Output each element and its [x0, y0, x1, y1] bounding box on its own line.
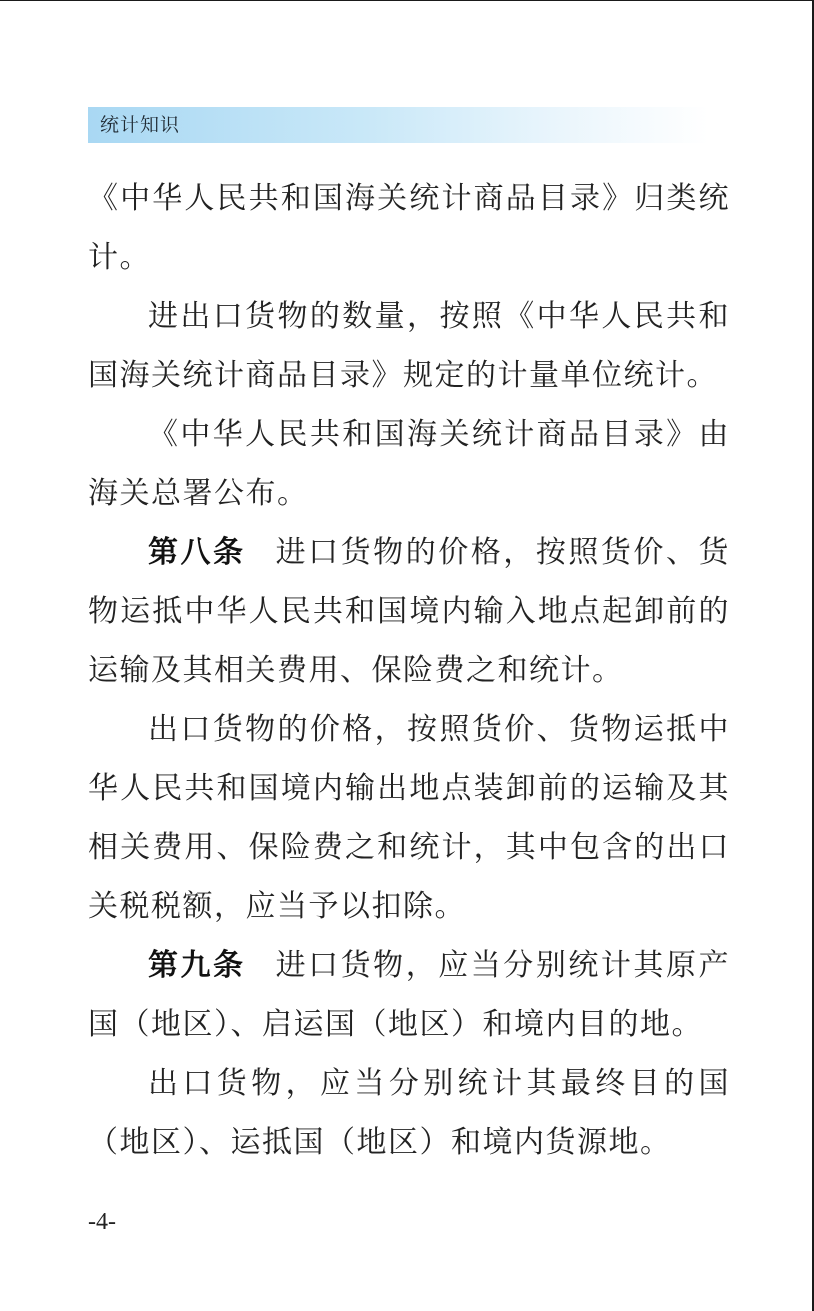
- section-label: 统计知识: [100, 114, 181, 136]
- article-8-text: 进口货物的价格，按照货价、货物运抵中华人民共和国境内输入地点起卸前的运输及其相关费用、保险费之和统计。: [88, 535, 730, 688]
- article-9-heading: 第九条: [148, 948, 246, 983]
- paragraph-1: 《中华人民共和国海关统计商品目录》归类统计。: [88, 181, 730, 275]
- paragraph-7: 出口货物，应当分别统计其最终目的国（地区）、运抵国（地区）和境内货源地。: [88, 1066, 730, 1160]
- page-number: -4-: [88, 1209, 116, 1235]
- paragraph-3: 《中华人民共和国海关统计商品目录》由海关总署公布。: [88, 417, 730, 511]
- paragraph-article-8: [88, 523, 730, 700]
- paragraph-2: 进出口货物的数量，按照《中华人民共和国海关统计商品目录》规定的计量单位统计。: [88, 299, 730, 393]
- paragraph-5: 出口货物的价格，按照货价、货物运抵中华人民共和国境内输出地点装卸前的运输及其相关费用、保险费之和统计，其中包含的出口关税税额，应当予以扣除。: [88, 712, 730, 924]
- body-text: [88, 169, 730, 1172]
- article-8-heading: 第八条: [148, 535, 246, 570]
- article-9-text: 进口货物，应当分别统计其原产国（地区）、启运国（地区）和境内目的地。: [88, 948, 730, 1042]
- section-header-band: [88, 107, 708, 143]
- paragraph-article-9: [88, 936, 730, 1054]
